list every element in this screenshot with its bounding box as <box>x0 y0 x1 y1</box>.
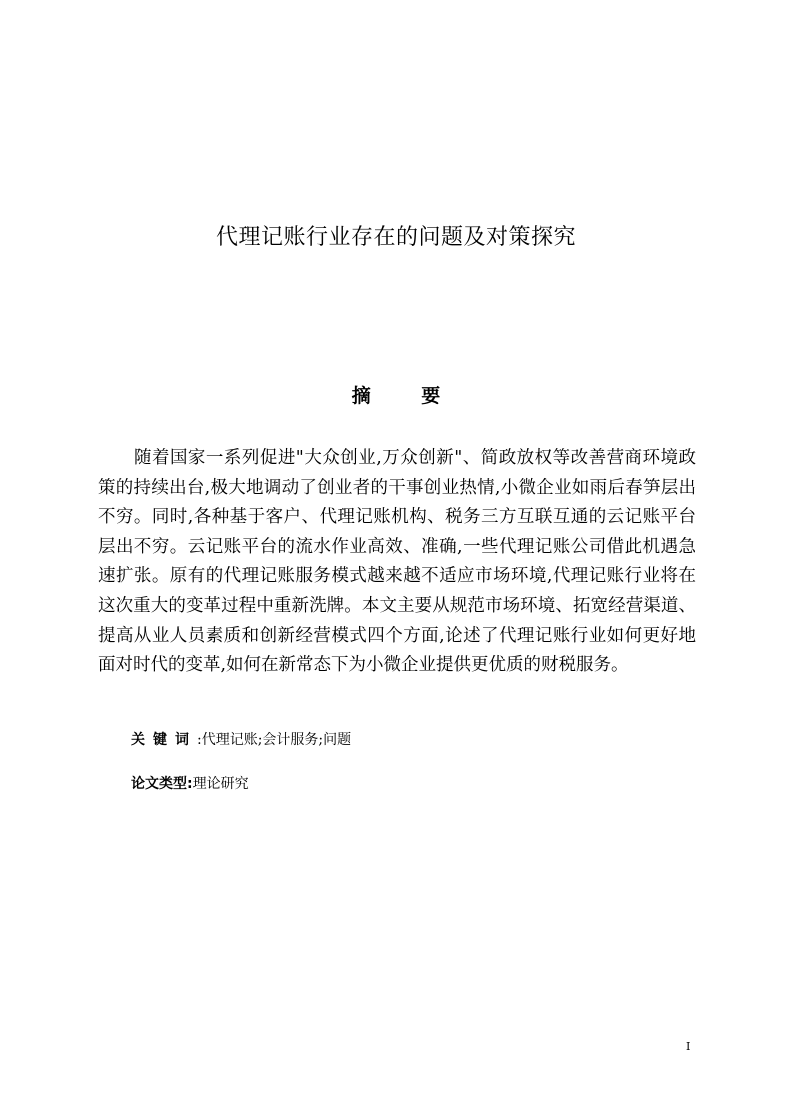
keywords-line <box>131 729 351 749</box>
keywords-value: :代理记账;会计服务;问题 <box>197 732 352 748</box>
abstract-body: 随着国家一系列促进"大众创业,万众创新"、简政放权等改善营商环境政策的持续出台,极大地调动了创业者的干事创业热情,小微企业如雨后春笋层出不穷。同时,各种基于客户、代理记账机构、税务三方互联互通的云记账平台层出不穷。云记账平台的流水作业高效、准确,一些代理记账公司借此机遇急速扩张。原有的代理记账服务模式越来越不适应市场环境,代理记账行业将在这次重大的变革过程中重新洗牌。本文主要从规范市场环境、拓宽经营渠道、提高从业人员素质和创新经营模式四个方面,论述了代理记账行业如何更好地面对时代的变革,如何在新常态下为小微企业提供更优质的财税服务。 <box>98 448 696 676</box>
paper-type-value: 理论研究 <box>192 776 249 792</box>
paper-type-line <box>131 773 249 793</box>
abstract-heading: 摘 要 <box>351 385 463 407</box>
keywords-label: 关键词 <box>131 732 197 748</box>
paper-title: 代理记账行业存在的问题及对策探究 <box>215 225 576 250</box>
paper-type-label: 论文类型: <box>131 776 193 792</box>
page-number: I <box>686 1040 691 1053</box>
